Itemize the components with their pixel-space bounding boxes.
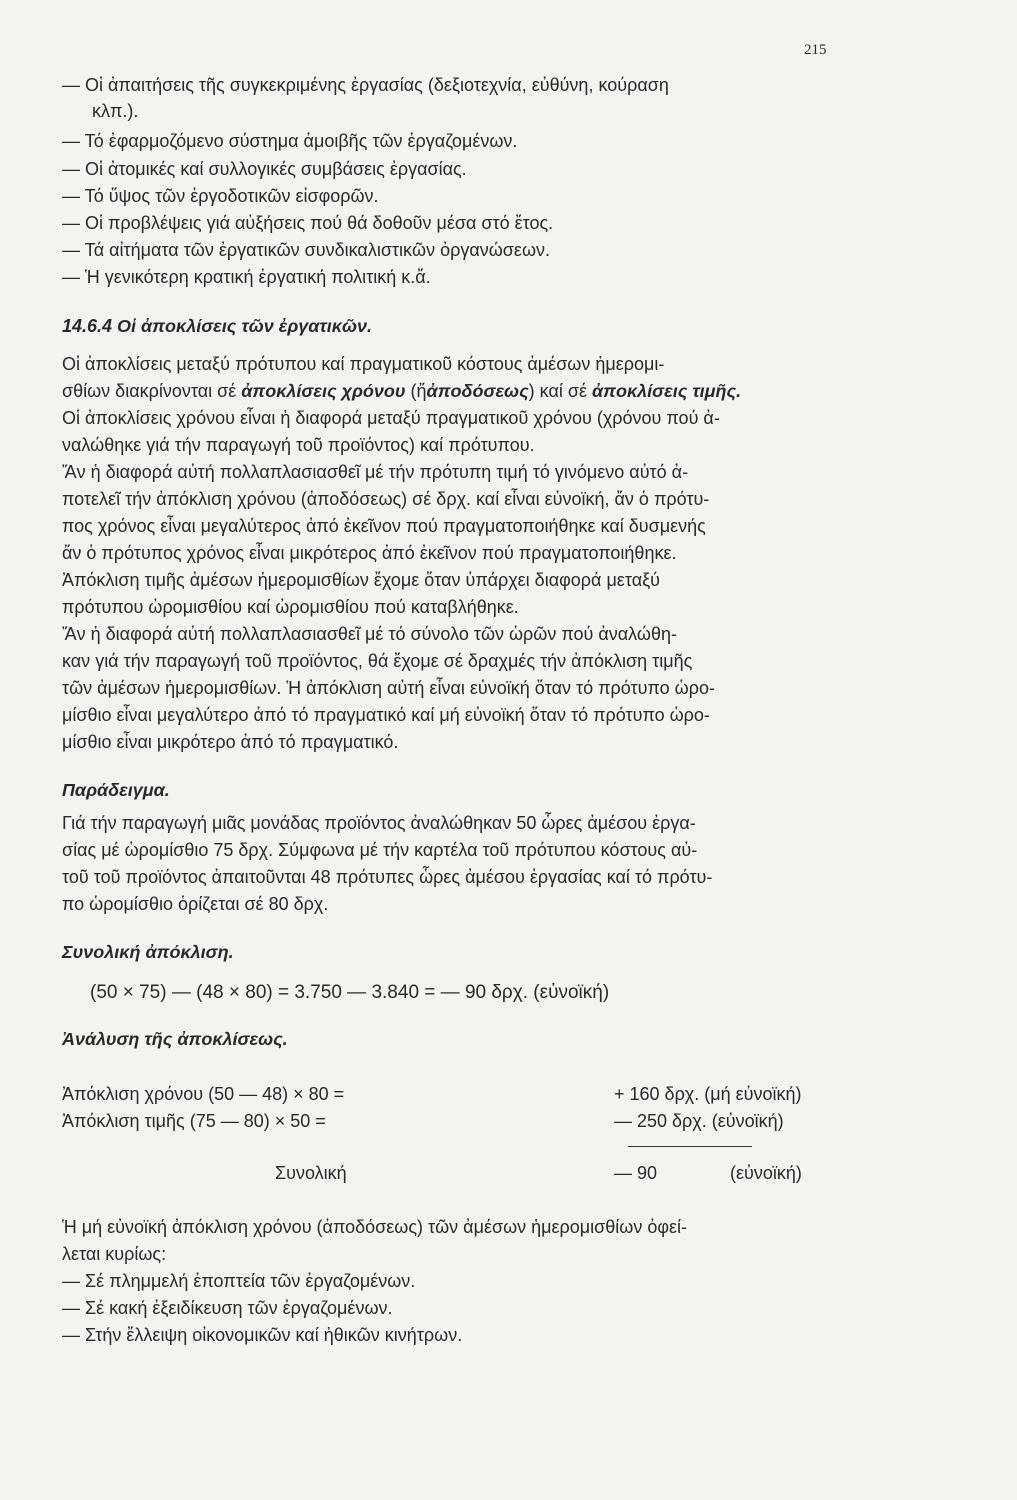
paragraph-line: ναλώθηκε γιά τήν παραγωγή τοῦ προϊόντος) καί πρότυπου. xyxy=(62,435,535,455)
analysis-heading: Ἀνάλυση τῆς ἀποκλίσεως. xyxy=(62,1029,288,1049)
paragraph-line xyxy=(62,378,741,404)
example-line: Γιά τήν παραγωγή μιᾶς μονάδας προϊόντος ἀναλώθηκαν 50 ὧρες ἀμέσου ἐργα- xyxy=(62,813,696,833)
price-deviation-label: Ἀπόκλιση τιμῆς (75 — 80) × 50 = xyxy=(62,1111,326,1131)
paragraph-line: τῶν ἀμέσων ἡμερομισθίων. Ἡ ἀπόκλιση αὐτή εἶναι εὐνοϊκή ὅταν τό πρότυπο ὡρο- xyxy=(62,678,715,698)
example-line: σίας μέ ὡρομίσθιο 75 δρχ. Σύμφωνα μέ τήν καρτέλα τοῦ πρότυπου κόστους αὐ- xyxy=(62,840,698,860)
paragraph-line: ἄν ὁ πρότυπος χρόνος εἶναι μικρότερος ἀπό ἐκεῖνον πού πραγματοποιήθηκε. xyxy=(62,543,677,563)
total-label: Συνολική xyxy=(275,1163,347,1183)
example-heading: Παράδειγμα. xyxy=(62,780,170,800)
sum-divider xyxy=(628,1146,752,1147)
cause-item: — Σέ πλημμελή ἐποπτεία τῶν ἐργαζομένων. xyxy=(62,1271,416,1291)
example-line: τοῦ τοῦ προϊόντος ἀπαιτοῦνται 48 πρότυπες ὧρες ἀμέσου ἐργασίας καί τό πρότυ- xyxy=(62,867,713,887)
closing-line: Ἡ μή εὐνοϊκή ἀπόκλιση χρόνου (ἀποδόσεως) τῶν ἀμέσων ἡμερομισθίων ὀφεί- xyxy=(62,1217,688,1237)
paragraph-line: Οἱ ἀποκλίσεις χρόνου εἶναι ἡ διαφορά μεταξύ πραγματικοῦ χρόνου (χρόνου πού ἀ- xyxy=(62,408,720,428)
page-number: 215 xyxy=(804,42,827,58)
list-item: — Οἱ ἀπαιτήσεις τῆς συγκεκριμένης ἐργασίας (δεξιοτεχνία, εὐθύνη, κούραση xyxy=(62,75,669,95)
paragraph-line: Οἱ ἀποκλίσεις μεταξύ πρότυπου καί πραγματικοῦ κόστους ἀμέσων ἡμερομι- xyxy=(62,354,665,374)
total-note: (εὐνοϊκή) xyxy=(730,1163,802,1183)
list-item-continuation: κλπ.). xyxy=(92,101,139,121)
list-item: — Τό ὕψος τῶν ἐργοδοτικῶν εἰσφορῶν. xyxy=(62,186,379,206)
time-deviation-value: + 160 δρχ. (μή εὐνοϊκή) xyxy=(614,1084,802,1104)
cause-item: — Σέ κακή ἐξειδίκευση τῶν ἐργαζομένων. xyxy=(62,1298,393,1318)
list-item: — Ἡ γενικότερη κρατική ἐργατική πολιτική κ.ἄ. xyxy=(62,267,431,287)
paragraph-line: Ἄν ἡ διαφορά αὐτή πολλαπλασιασθεῖ μέ τό σύνολο τῶν ὡρῶν πού ἀναλώθη- xyxy=(62,624,677,644)
paragraph-text: ) καί σέ xyxy=(528,381,587,401)
closing-line: λεται κυρίως: xyxy=(62,1244,167,1264)
list-item: — Τά αἰτήματα τῶν ἐργατικῶν συνδικαλιστικῶν ὀργανώσεων. xyxy=(62,240,550,260)
paragraph-line: καν γιά τήν παραγωγή τοῦ προϊόντος, θά ἔχομε σέ δραχμές τήν ἀπόκλιση τιμῆς xyxy=(62,651,693,671)
term-time-deviation: ἀποκλίσεις χρόνου xyxy=(241,381,406,401)
term-price-deviation: ἀποκλίσεις τιμῆς. xyxy=(592,381,742,401)
list-item: — Οἱ προβλέψεις γιά αὐξήσεις πού θά δοθοῦν μέσα στό ἔτος. xyxy=(62,213,554,233)
total-formula: (50 × 75) — (48 × 80) = 3.750 — 3.840 = — 90 δρχ. (εὐνοϊκή) xyxy=(90,982,610,1003)
paragraph-line: Ἄν ἡ διαφορά αὐτή πολλαπλασιασθεῖ μέ τήν πρότυπη τιμή τό γινόμενο αὐτό ἀ- xyxy=(62,462,689,482)
paragraph-text: (ἤ xyxy=(410,381,427,401)
cause-item: — Στήν ἔλλειψη οἰκονομικῶν καί ἠθικῶν κινήτρων. xyxy=(62,1325,463,1345)
list-item: — Οἱ ἀτομικές καί συλλογικές συμβάσεις ἐργασίας. xyxy=(62,159,467,179)
example-line: πο ὡρομίσθιο ὁρίζεται σέ 80 δρχ. xyxy=(62,894,329,914)
paragraph-line: μίσθιο εἶναι μεγαλύτερο ἀπό τό πραγματικό καί μή εὐνοϊκή ὅταν τό πρότυπο ὡρο- xyxy=(62,705,710,725)
paragraph-line: ποτελεῖ τήν ἀπόκλιση χρόνου (ἀποδόσεως) σέ δρχ. καί εἶναι εὐνοϊκή, ἄν ὁ πρότυ- xyxy=(62,489,710,509)
paragraph-line: πρότυπου ὠρομισθίου καί ὠρομισθίου πού καταβλήθηκε. xyxy=(62,597,519,617)
paragraph-line: πος χρόνος εἶναι μεγαλύτερος ἀπό ἐκεῖνον πού πραγματοποιήθηκε καί δυσμενής xyxy=(62,516,706,536)
time-deviation-label: Ἀπόκλιση χρόνου (50 — 48) × 80 = xyxy=(62,1084,345,1104)
term-efficiency: ἀποδόσεως xyxy=(426,381,529,401)
section-heading: 14.6.4 Οἱ ἀποκλίσεις τῶν ἐργατικῶν. xyxy=(62,316,373,336)
total-heading: Συνολική ἀπόκλιση. xyxy=(62,942,234,962)
paragraph-line: μίσθιο εἶναι μικρότερο ἀπό τό πραγματικό. xyxy=(62,732,399,752)
paragraph-text: σθίων διακρίνονται σέ xyxy=(62,381,237,401)
total-value: — 90 xyxy=(614,1163,658,1183)
paragraph-line: Ἀπόκλιση τιμῆς ἀμέσων ἡμερομισθίων ἔχομε ὅταν ὑπάρχει διαφορά μεταξύ xyxy=(62,570,660,590)
price-deviation-value: — 250 δρχ. (εὐνοϊκή) xyxy=(614,1111,784,1131)
list-item: — Τό ἐφαρμοζόμενο σύστημα ἀμοιβῆς τῶν ἐργαζομένων. xyxy=(62,131,518,151)
